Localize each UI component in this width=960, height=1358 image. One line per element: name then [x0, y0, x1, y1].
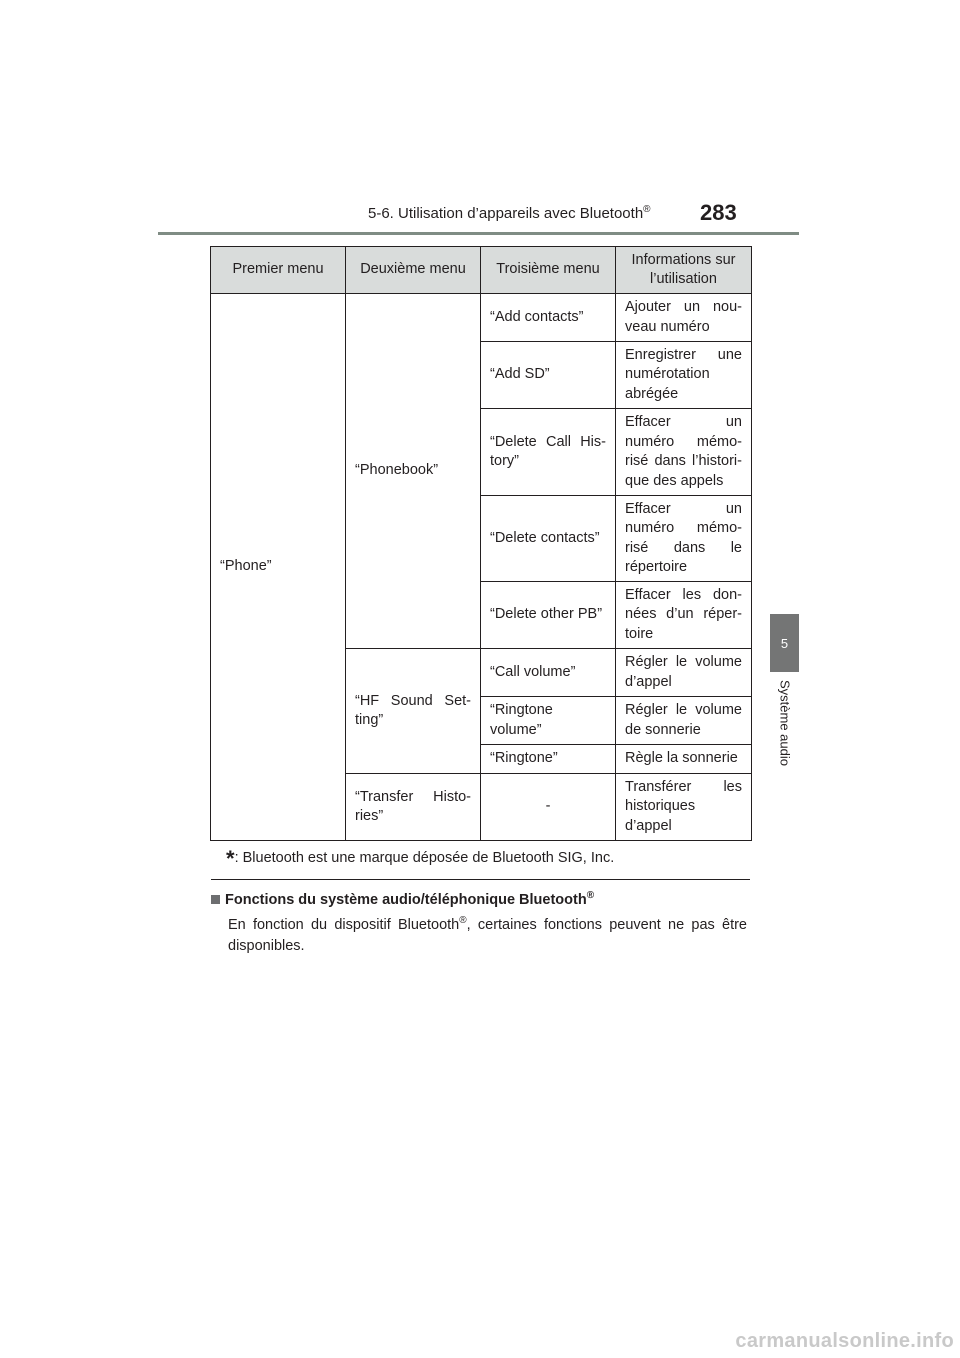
third-menu-cell: “Delete Call His-tory” [481, 409, 616, 496]
column-header: Informations sur l’utilisation [616, 247, 752, 294]
second-menu-cell: “Transfer Histo-ries” [346, 774, 481, 841]
menu-table [210, 246, 752, 841]
info-cell: Effacer les don-nées d’un réper-toire [616, 582, 752, 649]
table-row [211, 294, 752, 342]
section-divider [211, 879, 750, 880]
info-cell: Effacer un numéro mémo-risé dans le répertoire [616, 496, 752, 582]
second-menu-cell: “Phonebook” [346, 294, 481, 649]
second-menu-cell: “HF Sound Set-ting” [346, 649, 481, 774]
column-header: Premier menu [211, 247, 346, 294]
third-menu-cell: “Ringtone volume” [481, 697, 616, 745]
section-body: En fonction du dispositif Bluetooth®, certaines fonctions peuvent ne pas être disponibles. [228, 915, 747, 954]
info-cell: Règle la sonnerie [616, 745, 752, 774]
info-cell: Effacer un numéro mémo-risé dans l’histori-que des appels [616, 409, 752, 496]
page-number: 283 [700, 200, 737, 225]
watermark: carmanualsonline.info [735, 1330, 954, 1352]
third-menu-cell: “Delete other PB” [481, 582, 616, 649]
footnote-star: * [226, 846, 235, 871]
info-cell: Régler le volume de sonnerie [616, 697, 752, 745]
info-cell: Ajouter un nou-veau numéro [616, 294, 752, 342]
column-header: Troisième menu [481, 247, 616, 294]
third-menu-cell: “Add contacts” [481, 294, 616, 342]
third-menu-cell: “Delete contacts” [481, 496, 616, 582]
section-title: 5-6. Utilisation d’appareils avec Bluetooth® [368, 204, 651, 222]
square-bullet-icon [211, 895, 220, 904]
info-cell: Enregistrer une numérotation abrégée [616, 342, 752, 409]
header-divider [158, 232, 799, 235]
third-menu-cell: “Add SD” [481, 342, 616, 409]
third-menu-cell: - [481, 774, 616, 841]
info-cell: Régler le volume d’appel [616, 649, 752, 697]
table-header-row [211, 247, 752, 294]
footnote [226, 846, 614, 872]
chapter-tab: 5 [770, 614, 799, 672]
third-menu-cell: “Ringtone” [481, 745, 616, 774]
third-menu-cell: “Call volume” [481, 649, 616, 697]
first-menu-cell: “Phone” [211, 294, 346, 841]
section-heading: Fonctions du système audio/téléphonique Bluetooth® [211, 890, 594, 908]
chapter-label: Système audio [777, 680, 793, 766]
info-cell: Transférer les historiques d’appel [616, 774, 752, 841]
footnote-text: : Bluetooth est une marque déposée de Bluetooth SIG, Inc. [234, 850, 615, 866]
column-header: Deuxième menu [346, 247, 481, 294]
